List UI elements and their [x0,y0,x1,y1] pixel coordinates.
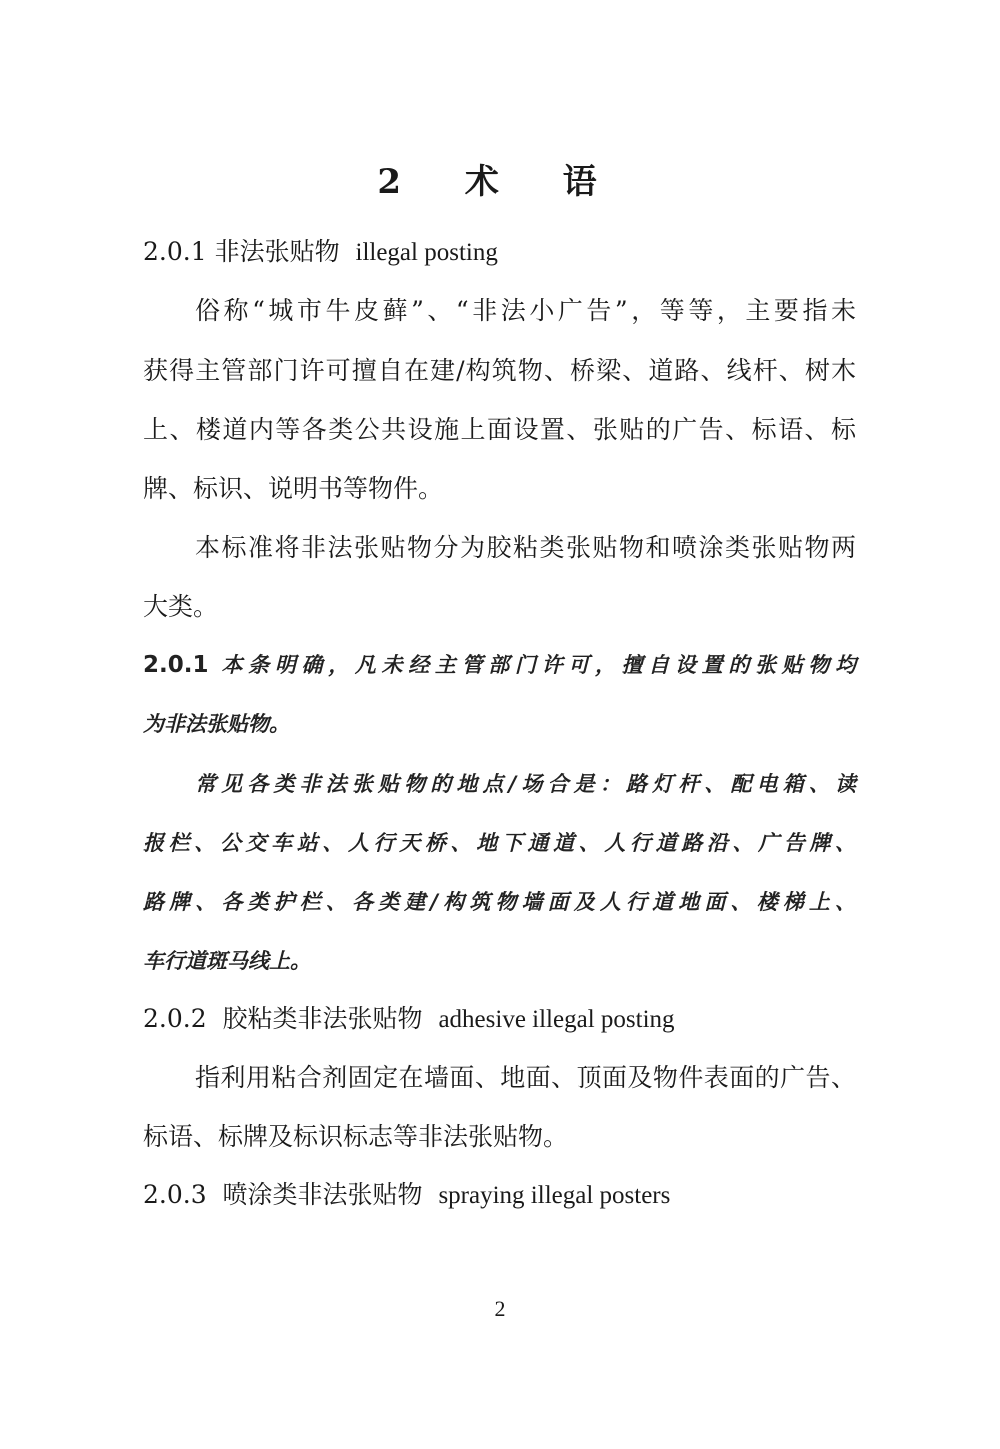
commentary-line: 报栏、公交车站、人行天桥、地下通道、人行道路沿、广告牌、 [143,831,856,855]
term-name-en: illegal posting [355,239,498,266]
definition-line: 俗称“城市牛皮藓”、“非法小广告”，等等，主要指未 [195,296,856,325]
commentary-number: 2.0.1 [143,652,209,678]
definition-line: 本标准将非法张贴物分为胶粘类张贴物和喷涂类张贴物两 [195,533,856,562]
definition-line: 获得主管部门许可擅自在建/构筑物、桥梁、道路、线杆、树木 [143,356,856,385]
chapter-title: 2 术 语 [377,162,623,202]
commentary-text: 本条明确，凡未经主管部门许可，擅自设置的张贴物均 [221,653,857,677]
term-number: 2.0.1 [143,237,207,266]
commentary-line: 常见各类非法张贴物的地点/场合是：路灯杆、配电箱、读 [195,772,856,796]
definition-line: 牌、标识、说明书等物件。 [143,474,444,503]
term-name-en: adhesive illegal posting [438,1006,675,1033]
commentary-line [143,648,856,682]
term-name-zh: 喷涂类非法张贴物 [222,1180,423,1209]
term-heading-2-0-1 [143,235,498,270]
definition-line: 大类。 [143,592,219,621]
term-name-en: spraying illegal posters [438,1182,671,1209]
commentary-line: 为非法张贴物。 [143,712,290,736]
page-number: 2 [494,1296,506,1321]
definition-line: 上、楼道内等各类公共设施上面设置、张贴的广告、标语、标 [143,415,856,444]
definition-line: 标语、标牌及标识标志等非法张贴物。 [143,1122,569,1151]
term-heading-2-0-3 [143,1178,670,1213]
term-name-zh: 非法张贴物 [214,237,340,266]
term-name-zh: 胶粘类非法张贴物 [222,1004,423,1033]
term-number: 2.0.3 [143,1180,207,1209]
commentary-line: 车行道斑马线上。 [143,949,311,973]
commentary-line: 路牌、各类护栏、各类建/构筑物墙面及人行道地面、楼梯上、 [143,890,856,914]
definition-line: 指利用粘合剂固定在墙面、地面、顶面及物件表面的广告、 [195,1063,856,1092]
term-heading-2-0-2 [143,1002,675,1037]
term-number: 2.0.2 [143,1004,207,1033]
